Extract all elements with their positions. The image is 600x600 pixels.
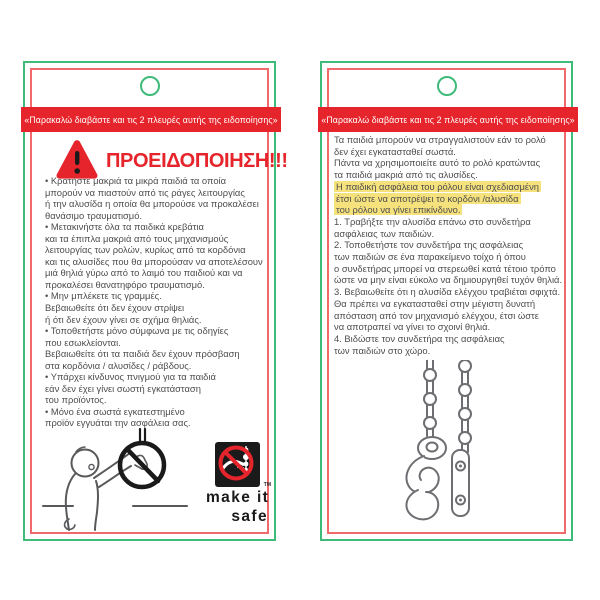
hang-hole	[140, 76, 160, 96]
text-line: Τα παιδιά μπορούν να στραγγαλιστούν εάν το ρολό	[334, 134, 546, 145]
hang-hole	[437, 76, 457, 96]
make-it-safe-logo	[206, 442, 268, 524]
text-line: εάν δεν έχει γίνει σωστή εγκατάσταση	[45, 382, 201, 394]
text-line: ο συνδετήρας μπορεί να στερεωθεί κατά τέτοιο τρόπο	[334, 262, 556, 274]
text-line: ώστε να μην είναι εύκολο να δημιουργηθεί τυχόν θηλιά.	[334, 274, 563, 286]
text-line: 3. Βεβαιωθείτε ότι η αλυσίδα ελέγχου τραβιέται σφιχτά.	[334, 286, 561, 298]
text-line: και τα έπιπλα μακριά από τους μηχανισμούς	[45, 232, 229, 244]
make-it-safe-badge-icon	[215, 442, 260, 487]
text-line: των παιδιών στο χώρο.	[334, 344, 431, 356]
read-both-sides-banner	[318, 107, 578, 132]
banner-text: «Παρακαλώ διαβάστε και τις 2 πλευρές αυτής της ειδοποίησης»	[24, 114, 278, 125]
text-line: Βεβαιωθείτε ότι δεν έχουν στρίψει	[45, 302, 185, 314]
instructions-body-text	[334, 134, 569, 356]
text-line: του ρόλου να γίνει επικίνδυνο.	[336, 204, 461, 216]
child-reaching-cord-illustration	[39, 426, 191, 545]
warning-title: ΠΡΟΕΙΔΟΠΟΙΗΣΗ!!!	[106, 150, 288, 172]
text-line: • Κρατήστε μακριά τα μικρά παιδιά τα οποία	[45, 175, 227, 186]
text-line: έτσι ώστε να αποτρέψει το κορδόνι /αλυσίδα	[336, 192, 519, 204]
warning-body-text	[45, 175, 272, 429]
text-line: • Μόνο ένα σωστά εγκατεστημένο	[45, 405, 185, 417]
text-line: προκαλέσει θανατηφόρο τραυματισμό.	[45, 278, 205, 290]
text-line: τα παιδιά μακριά από τις αλυσίδες.	[334, 169, 478, 181]
warning-tag-back	[320, 61, 573, 541]
warning-tag-front	[23, 61, 288, 541]
text-line: Η παιδική ασφάλεια του ρόλου είναι σχεδιασμένη	[336, 180, 540, 192]
text-line: του προϊόντος.	[45, 394, 107, 406]
trademark-symbol: TM	[263, 482, 271, 488]
text-line: να αποτραπεί να γίνει το σχοινί θηλιά.	[334, 321, 491, 333]
text-line: προϊόν εγγυάται την ασφάλεια σας.	[45, 417, 191, 429]
text-line: και τις αλυσίδες που θα μπορούσαν να αποτελέσουν	[45, 255, 263, 267]
text-line: λειτουργίας των ρολών, κυρίως από τα κορδόνια	[45, 244, 246, 256]
chain-tensioner-illustration	[394, 360, 498, 529]
text-line: • Μην μπλέκετε τις γραμμές.	[45, 290, 162, 302]
text-line: δεν έχει εγκατασταθεί σωστά.	[334, 145, 456, 157]
read-both-sides-banner	[21, 107, 281, 132]
text-line: των παιδιών σε ένα παρακείμενο τοίχο ή όπου	[334, 251, 526, 263]
text-line: Θα πρέπει να εγκατασταθεί στην μέγιστη δυνατή	[334, 297, 536, 309]
text-line: • Μετακινήστε όλα τα παιδικά κρεβάτια	[45, 221, 204, 233]
text-line: ή ότι δεν έχουν γίνει σε σχήμα θηλιάς.	[45, 313, 202, 325]
text-line: που εσωκλείονται.	[45, 336, 121, 348]
text-line: θανάσιμο τραυματισμό.	[45, 209, 143, 221]
text-line: 4. Βιδώστε τον συνδετήρα της ασφάλειας	[334, 332, 505, 344]
text-line: Πάντα να χρησιμοποιείτε αυτό το ρολό κρατώντας	[334, 157, 541, 169]
logo-text-line2: safe	[231, 507, 268, 525]
text-line: στα κορδόνια / αλυσίδες / ράβδους.	[45, 359, 192, 371]
text-line: • Υπάρχει κίνδυνος πνιγμού για τα παιδιά	[45, 371, 216, 383]
text-line: μιά θηλιά γύρω από το λαιμό του παιδιού και να	[45, 267, 243, 279]
logo-text-line1: make it	[206, 489, 270, 506]
text-line: ασφάλειας των παιδιών.	[334, 227, 435, 239]
text-line: 2. Τοποθετήστε τον συνδετήρα της ασφάλειας	[334, 239, 524, 251]
text-line: απόσταση από τον μηχανισμό ελέγχου, έτσι ώστε	[334, 309, 539, 321]
text-line: Βεβαιωθείτε ότι τα παιδιά δεν έχουν πρόσβαση	[45, 348, 240, 360]
text-line: • Τοποθετήστε μόνο σύμφωνα με τις οδηγίες	[45, 325, 229, 337]
text-line: μπορούν να πιαστούν από τις ράγες λειτουργίας	[45, 186, 245, 198]
text-line: ή την αλυσίδα η οποία θα μπορούσε να προκαλέσει	[45, 198, 259, 210]
banner-text: «Παρακαλώ διαβάστε και τις 2 πλευρές αυτής της ειδοποίησης»	[321, 114, 575, 125]
text-line: 1. Τραβήξτε την αλυσίδα επάνω στο συνδετήρα	[334, 215, 531, 227]
